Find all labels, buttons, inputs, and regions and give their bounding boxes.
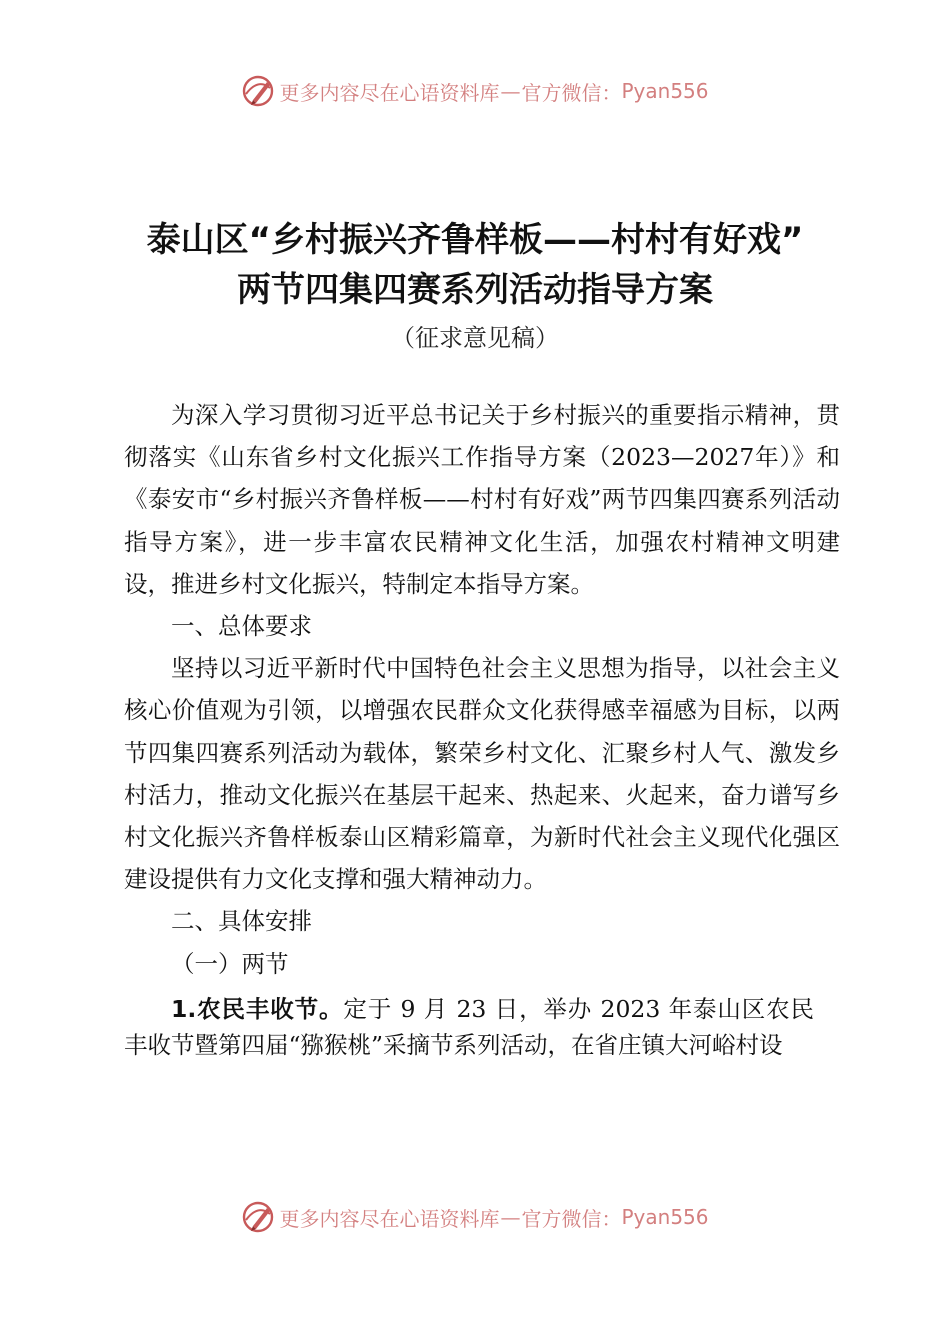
item-harvest-festival-text: 定于 9 月 23 日，举办 2023 年泰山区农民丰收节暨第四届“猕猴桃”采摘节系列活动，在省庄镇大河峪村设 (124, 994, 815, 1059)
document-subtitle: （征求意见稿） (391, 324, 559, 352)
watermark-separator: — (500, 79, 521, 103)
document-body (124, 394, 840, 1063)
watermark-wechat-label: 官方微信： (521, 80, 622, 105)
general-requirements-paragraph: 坚持以习近平新时代中国特色社会主义思想为指导，以社会主义核心价值观为引领，以增强农民群众文化获得感幸福感为目标，以两节四集四赛系列活动为载体，繁荣乡村文化、汇聚乡村人气、激发乡村活力，推动文化振兴在基层干起来、热起来、火起来，奋力谱写乡村文化振兴齐鲁样板泰山区精彩篇章，为新时代社会主义现代化强区建设提供有力文化支撑和强大精神动力。 (124, 654, 840, 894)
watermark-footer (0, 1200, 950, 1234)
watermark-text: 更多内容尽在心语资料库 (279, 1206, 500, 1231)
pen-logo-icon (241, 74, 275, 108)
watermark-separator: — (500, 1205, 521, 1229)
watermark-wechat-id: Pyan556 (621, 1205, 709, 1229)
item-harvest-festival (124, 991, 814, 1063)
pen-logo-icon (241, 1200, 275, 1234)
document-title-line2: 两节四集四赛系列活动指导方案 (237, 270, 713, 310)
intro-paragraph: 为深入学习贯彻习近平总书记关于乡村振兴的重要指示精神，贯彻落实《山东省乡村文化振兴工作指导方案（2023—2027年）》和《泰安市“乡村振兴齐鲁样板——村村有好戏”两节四集四赛系列活动指导方案》，进一步丰富农民精神文化生活，加强农村精神文明建设，推进乡村文化振兴，特制定本指导方案。 (124, 401, 840, 598)
watermark-wechat-id: Pyan556 (621, 79, 709, 103)
watermark-wechat-label: 官方微信： (521, 1206, 622, 1231)
watermark-header (0, 74, 950, 108)
item-harvest-festival-lead: 1.农民丰收节。 (171, 994, 344, 1023)
section-heading-arrangement: 二、具体安排 (171, 907, 312, 936)
watermark-text: 更多内容尽在心语资料库 (279, 80, 500, 105)
document-title-line1: 泰山区“乡村振兴齐鲁样板——村村有好戏” (146, 220, 804, 260)
subsection-heading-two-festivals: （一）两节 (171, 949, 289, 978)
section-heading-general: 一、总体要求 (171, 612, 312, 641)
